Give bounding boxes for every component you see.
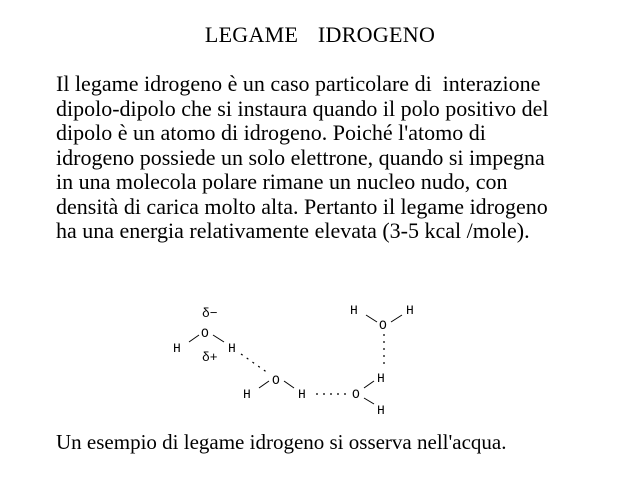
paragraph-line: ha una energia relativamente elevata (3-5 kcal /mole). bbox=[56, 218, 530, 243]
partial-positive-charge-label: δ+ bbox=[202, 350, 218, 365]
partial-negative-charge-label: δ− bbox=[202, 306, 218, 321]
covalent-bond bbox=[284, 381, 294, 388]
paragraph-line: Il legame idrogeno è un caso particolare di interazione bbox=[56, 71, 541, 96]
paragraph-line: idrogeno possiede un solo elettrone, quando si impegna bbox=[56, 144, 545, 170]
covalent-bond bbox=[391, 315, 402, 322]
hydrogen-atom-1a: H bbox=[173, 341, 181, 356]
hydrogen-atom-2a: H bbox=[243, 387, 251, 402]
water-hydrogen-bond-diagram bbox=[0, 290, 640, 425]
explanation-paragraph bbox=[56, 72, 626, 244]
hydrogen-atom-2b: H bbox=[298, 387, 306, 402]
caption-text: Un esempio di legame idrogeno si osserva nell'acqua. bbox=[56, 430, 507, 454]
paragraph-line: densità di carica molto alta. Pertanto il legame idrogeno bbox=[56, 193, 548, 219]
hydrogen-atom-4a: H bbox=[350, 303, 358, 318]
hydrogen-atom-4b: H bbox=[406, 303, 414, 318]
covalent-bond bbox=[189, 335, 199, 342]
hydrogen-atom-3a: H bbox=[377, 371, 385, 386]
hydrogen-bond-dashes bbox=[241, 354, 268, 373]
covalent-bond bbox=[259, 381, 269, 388]
paragraph-line: dipolo-dipolo che si instaura quando il polo positivo del bbox=[56, 95, 549, 121]
oxygen-atom-1: O bbox=[201, 326, 209, 341]
oxygen-atom-2: O bbox=[272, 373, 280, 388]
paragraph-line: dipolo è un atomo di idrogeno. Poiché l'atomo di bbox=[56, 120, 486, 145]
hydrogen-atom-3b: H bbox=[377, 403, 385, 418]
hydrogen-atom-1b: H bbox=[228, 341, 236, 356]
covalent-bond bbox=[364, 381, 374, 388]
covalent-bond bbox=[366, 315, 377, 322]
oxygen-atom-3: O bbox=[352, 387, 360, 402]
page-title: LEGAME IDROGENO bbox=[204, 22, 436, 47]
paragraph-line: in una molecola polare rimane un nucleo nudo, con bbox=[56, 169, 508, 194]
oxygen-atom-4: O bbox=[379, 318, 387, 333]
covalent-bond bbox=[364, 398, 374, 404]
covalent-bond bbox=[213, 335, 224, 342]
